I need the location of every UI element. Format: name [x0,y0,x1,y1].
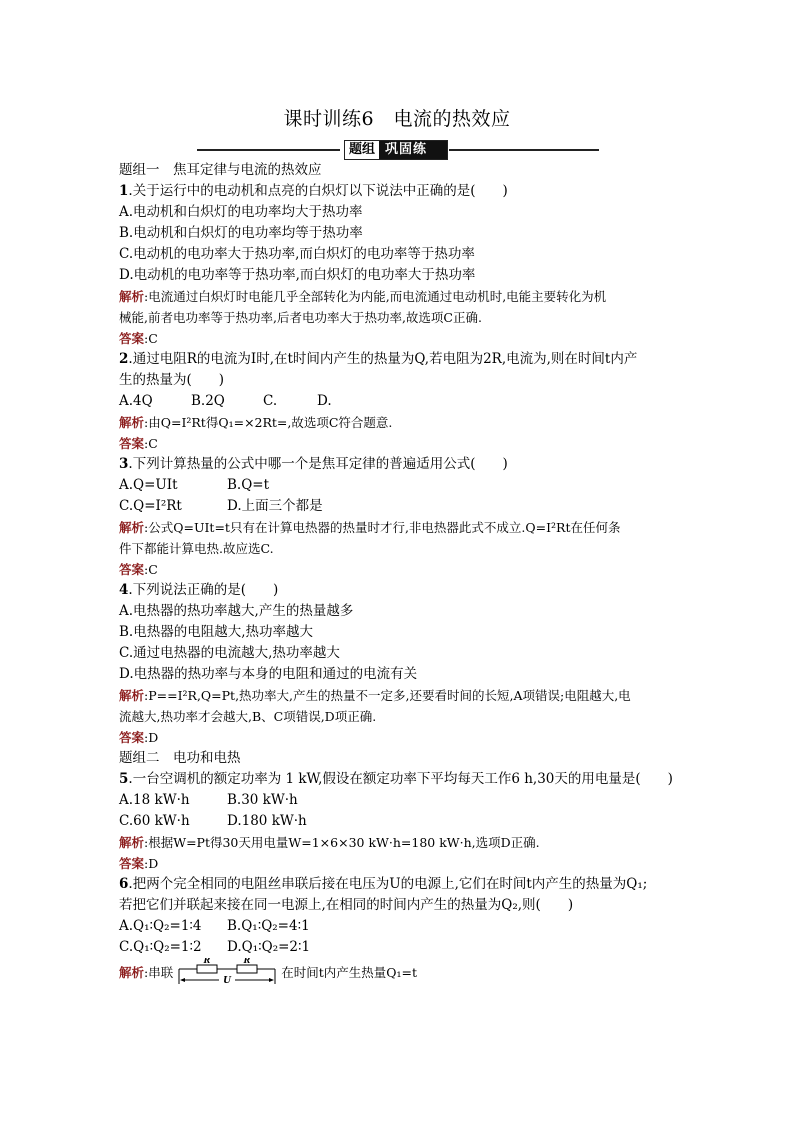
analysis-text: :公式Q=UIt=t只有在计算电热器的热量时才行,非电热器此式不成立.Q=I²Rt在任何条 [144,520,621,535]
analysis-text: :根据W=Pt得30天用电量W=1×6×30 kW·h=180 kW·h,选项D正确. [144,835,540,850]
question-4-analysis [119,685,679,706]
banner-rule-right [449,149,599,151]
question-2-stem-cont: 生的热量为( ) [119,372,225,388]
banner-label-right: 巩固练 [379,141,447,159]
question-number: 6 [119,876,129,892]
analysis-text: :电流通过白炽灯时电能几乎全部转化为内能,而电流通过电动机时,电能主要转化为机 [144,289,607,304]
answer-text: :C [144,331,158,346]
question-5-options-row1 [119,790,679,811]
question-1-answer [119,328,679,349]
option-d: D.180 kW·h [227,813,307,829]
page-title: 课时训练6 电流的热效应 [283,108,511,130]
series-circuit-diagram [177,958,277,988]
question-1-option-c: C.电动机的电功率大于热功率,而白炽灯的电功率等于热功率 [119,246,475,262]
resistor-label-1: R [203,958,211,965]
question-2-options [119,391,679,412]
question-1-analysis [119,286,679,307]
section-banner [197,140,599,160]
question-2-stem [119,349,679,370]
option-a: A.4Q [119,393,153,409]
question-1-analysis-cont: 械能,前者电功率等于热功率,后者电功率大于热功率,故选项C正确. [119,310,482,325]
option-d: D. [317,393,332,409]
question-text: .一台空调机的额定功率为 1 kW,假设在额定功率下平均每天工作6 h,30天的用电量是( ) [128,771,673,787]
option-c: C. [263,393,278,409]
option-c: C.Q=I²Rt [119,498,182,514]
group-heading-1: 题组一 焦耳定律与电流的热效应 [119,162,322,178]
question-3-stem [119,454,679,475]
question-number: 5 [119,771,129,787]
question-3-options-row2 [119,496,679,517]
option-c: C.60 kW·h [119,813,190,829]
answer-text: :D [144,856,159,871]
question-1-option-a: A.电动机和白炽灯的电功率均大于热功率 [119,204,363,220]
question-2-analysis [119,412,679,433]
resistor-label-2: R [243,958,251,965]
analysis-suffix: 在时间t内产生热量Q₁=t [281,965,418,980]
question-text: .把两个完全相同的电阻丝串联后接在电压为U的电源上,它们在时间t内产生的热量为Q₁; [128,876,648,892]
analysis-text: :P==I²R,Q=Pt,热功率大,产生的热量不一定多,还要看时间的长短,A项错误;电阻越大,电 [144,688,631,703]
option-b: B.30 kW·h [227,792,298,808]
answer-text: :C [144,562,158,577]
analysis-label: 解析 [119,688,145,703]
question-text: .下列计算热量的公式中哪一个是焦耳定律的普遍适用公式( ) [128,456,508,472]
analysis-label: 解析 [119,289,145,304]
analysis-label: 解析 [119,835,145,850]
question-4-option-d: D.电热器的热功率与本身的电阻和通过的电流有关 [119,666,418,682]
analysis-text: :由Q=I²Rt得Q₁=×2Rt=,故选项C符合题意. [144,415,393,430]
question-5-stem [119,769,679,790]
question-number: 3 [119,456,129,472]
question-1-stem [119,181,679,202]
option-a: A.Q=UIt [119,477,178,493]
question-number: 1 [119,183,129,199]
question-6-options-row2 [119,937,679,958]
question-number: 4 [119,582,129,598]
banner-rule-left [197,149,340,151]
option-d: D.上面三个都是 [227,498,323,514]
analysis-label: 解析 [119,520,145,535]
question-3-options-row1 [119,475,679,496]
answer-label: 答案 [119,331,145,346]
option-c: C.Q₁∶Q₂=1∶2 [119,939,202,955]
voltage-label: U [223,976,232,986]
analysis-label: 解析 [119,415,145,430]
question-5-answer [119,853,679,874]
option-b: B.Q=t [227,477,270,493]
question-text: .通过电阻R的电流为I时,在t时间内产生的热量为Q,若电阻为2R,电流为,则在时间t内产 [128,351,638,367]
answer-label: 答案 [119,562,145,577]
question-3-answer [119,559,679,580]
question-5-analysis [119,832,679,853]
question-2-answer [119,433,679,454]
answer-label: 答案 [119,856,145,871]
analysis-label: 解析 [119,965,145,980]
question-6-stem-cont: 若把它们并联起来接在同一电源上,在相同的时间内产生的热量为Q₂,则( ) [119,897,574,913]
question-1-option-b: B.电动机和白炽灯的电功率均等于热功率 [119,225,363,241]
option-d: D.Q₁∶Q₂=2∶1 [227,939,311,955]
question-4-answer [119,727,679,748]
question-4-option-c: C.通过电热器的电流越大,热功率越大 [119,645,340,661]
option-a: A.18 kW·h [119,792,190,808]
group-heading-2: 题组二 电功和电热 [119,750,241,766]
option-a: A.Q₁∶Q₂=1∶4 [119,918,202,934]
option-b: B.2Q [191,393,225,409]
question-6-analysis [119,958,679,988]
question-3-analysis-cont: 件下都能计算电热.故应选C. [119,541,274,556]
banner-badge [344,140,448,160]
question-4-stem [119,580,679,601]
question-4-option-a: A.电热器的热功率越大,产生的热量越多 [119,603,354,619]
question-6-options-row1 [119,916,679,937]
question-text: .下列说法正确的是( ) [128,582,279,598]
question-4-analysis-cont: 流越大,热功率才会越大,B、C项错误,D项正确. [119,709,377,724]
question-3-analysis [119,517,679,538]
answer-text: :C [144,436,158,451]
question-4-option-b: B.电热器的电阻越大,热功率越大 [119,624,314,640]
question-6-stem [119,874,679,895]
answer-text: :D [144,730,159,745]
question-number: 2 [119,351,129,367]
analysis-prefix: :串联 [144,965,174,980]
answer-label: 答案 [119,730,145,745]
answer-label: 答案 [119,436,145,451]
option-b: B.Q₁∶Q₂=4∶1 [227,918,310,934]
question-1-option-d: D.电动机的电功率等于热功率,而白炽灯的电功率大于热功率 [119,267,476,283]
exercise-content [119,160,679,988]
banner-label-left: 题组 [345,141,379,159]
question-5-options-row2 [119,811,679,832]
question-text: .关于运行中的电动机和点亮的白炽灯以下说法中正确的是( ) [128,183,508,199]
